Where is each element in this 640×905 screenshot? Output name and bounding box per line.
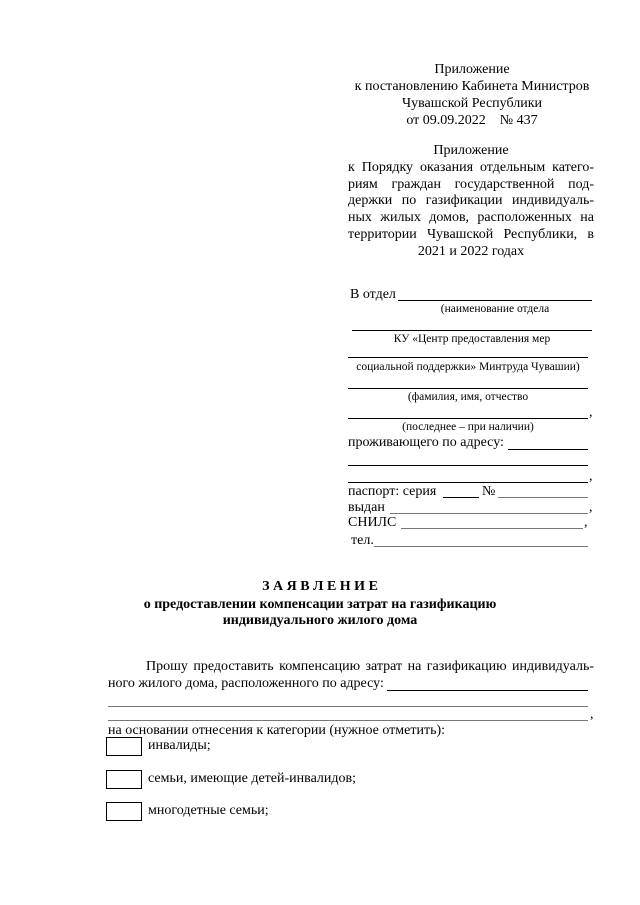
patronymic-caption: (последнее – при наличии) <box>402 421 534 433</box>
request-paragraph-line-2: ного жилого дома, расположенного по адресу: <box>108 676 384 691</box>
order-appendix-line: 2021 и 2022 годах <box>417 243 525 259</box>
order-appendix-line: территории Чувашской Республики, в <box>348 226 594 242</box>
department-caption: (наименование отдела <box>440 303 550 315</box>
category-label-disabled: инвалиды; <box>148 738 211 753</box>
full-name-field-line-2[interactable] <box>348 418 588 419</box>
department-field-line[interactable] <box>398 300 592 301</box>
comma: , <box>589 405 593 420</box>
house-address-field-3[interactable] <box>108 720 588 721</box>
order-appendix-header <box>348 143 594 261</box>
order-appendix-line: к Порядку оказания отдельным катего- <box>348 159 594 175</box>
phone-label: тел. <box>351 533 374 548</box>
statement-subtitle: о предоставлении компенсации затрат на газификацию <box>143 597 497 612</box>
appendix-header-line: Приложение <box>434 62 510 77</box>
comma: , <box>589 500 593 515</box>
snils-label: СНИЛС <box>348 515 397 530</box>
number-sign: № <box>482 484 496 499</box>
address-field-line-2[interactable] <box>348 465 588 466</box>
category-checkbox-large-families[interactable] <box>106 802 142 821</box>
category-checkbox-disabled[interactable] <box>106 737 142 756</box>
statement-title: З А Я В Л Е Н И Е <box>262 579 378 594</box>
address-field-line[interactable] <box>508 449 588 450</box>
request-paragraph-line: Прошу предоставить компенсацию затрат на газификацию индивидуаль- <box>146 659 594 674</box>
category-checkbox-families-disabled-children[interactable] <box>106 770 142 789</box>
category-label-families-disabled-children: семьи, имеющие детей-инвалидов; <box>148 771 357 786</box>
category-label-large-families: многодетные семьи; <box>148 803 269 818</box>
residing-label: проживающего по адресу: <box>348 435 504 450</box>
house-address-field[interactable] <box>387 690 588 691</box>
comma: , <box>584 515 588 530</box>
appendix-header <box>340 61 604 129</box>
full-name-field-line[interactable] <box>348 388 588 389</box>
address-field-line-3[interactable] <box>348 482 588 483</box>
comma: , <box>590 707 594 722</box>
order-appendix-line: ных жилых домов, расположенных на <box>348 210 594 226</box>
passport-series-field[interactable] <box>443 497 479 498</box>
order-appendix-line: риям граждан государственной под- <box>348 176 594 192</box>
department-field-line-3[interactable] <box>348 357 588 358</box>
department-field-line-2[interactable] <box>352 330 592 331</box>
appendix-header-line: к постановлению Кабинета Министров <box>354 79 590 94</box>
phone-field[interactable] <box>374 546 588 547</box>
passport-series-label: паспорт: серия <box>348 484 437 499</box>
full-name-caption: (фамилия, имя, отчество <box>407 391 529 403</box>
snils-field[interactable] <box>401 528 583 529</box>
issued-by-label: выдан <box>348 500 385 515</box>
passport-number-field[interactable] <box>498 497 588 498</box>
statement-subtitle-2: индивидуального жилого дома <box>222 613 418 628</box>
order-appendix-line: держки по газификации индивидуаль- <box>348 193 594 209</box>
to-department-label: В отдел <box>350 287 396 302</box>
appendix-header-line: от 09.09.2022 № 437 <box>406 113 538 128</box>
appendix-header-line: Чувашской Республики <box>401 96 543 111</box>
issued-by-field[interactable] <box>390 513 588 514</box>
department-caption-3: социальной поддержки» Минтруда Чувашии) <box>356 361 580 373</box>
house-address-field-2[interactable] <box>108 706 588 707</box>
category-basis-label: на основании отнесения к категории (нужное отметить): <box>108 723 446 738</box>
department-caption-2: КУ «Центр предоставления мер <box>393 333 551 345</box>
order-appendix-title: Приложение <box>433 143 509 158</box>
comma: , <box>589 469 593 484</box>
